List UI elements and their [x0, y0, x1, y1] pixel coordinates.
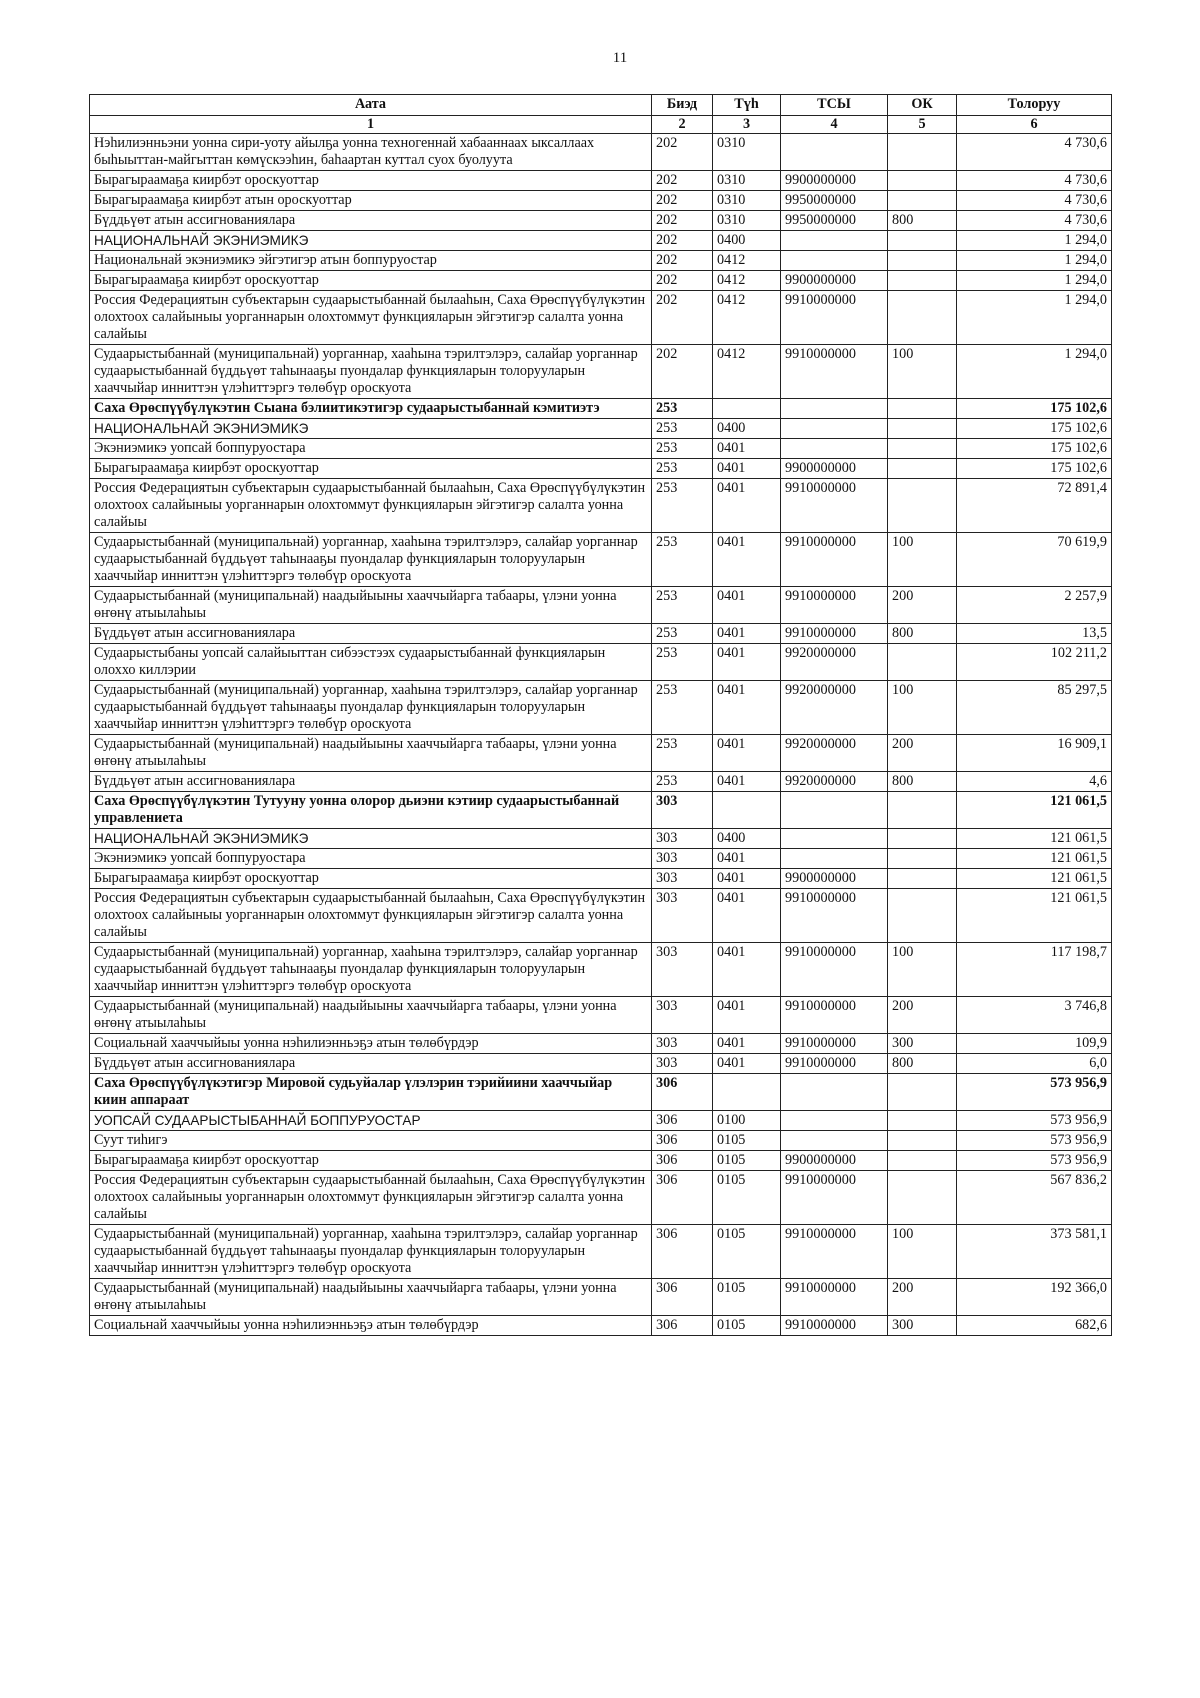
row-amount: 573 956,9	[957, 1074, 1112, 1111]
row-name: Саха Өрөспүүбүлүкэтигэр Мировой судьуйалар үлэлэрин тэрийиини хааччыйар киин аппараат	[90, 1074, 652, 1111]
column-number: 3	[713, 116, 781, 134]
row-name: Судаарыстыбаннай (муниципальнай) уорганнар, хааһына тэрилтэлэрэ, салайар уорганнар судаарыстыбаннай бүддьүөт таһынааҕы пуондалар функцияларын толорууларын хааччыйар инниттэн үлэһиттэргэ төлөбүр ороскуота	[90, 1225, 652, 1279]
row-amount: 4 730,6	[957, 134, 1112, 171]
row-ok	[888, 889, 957, 943]
row-biyed: 306	[652, 1151, 713, 1171]
header-amount: Толоруу	[957, 95, 1112, 116]
row-amount: 85 297,5	[957, 681, 1112, 735]
row-tuh	[713, 399, 781, 419]
row-amount: 175 102,6	[957, 439, 1112, 459]
row-ok	[888, 251, 957, 271]
column-number: 2	[652, 116, 713, 134]
row-biyed: 306	[652, 1316, 713, 1336]
table-row	[90, 1111, 1112, 1131]
header-ok: ОК	[888, 95, 957, 116]
row-ok	[888, 459, 957, 479]
row-tsy	[781, 134, 888, 171]
row-tuh: 0401	[713, 681, 781, 735]
row-amount: 102 211,2	[957, 644, 1112, 681]
row-tuh: 0310	[713, 171, 781, 191]
row-tuh: 0401	[713, 459, 781, 479]
row-biyed: 253	[652, 479, 713, 533]
row-tuh: 0412	[713, 271, 781, 291]
row-name: Бүддьүөт атын ассигнованиялара	[90, 211, 652, 231]
row-tuh: 0100	[713, 1111, 781, 1131]
row-biyed: 253	[652, 624, 713, 644]
row-amount: 4,6	[957, 772, 1112, 792]
row-tuh: 0401	[713, 735, 781, 772]
row-tsy: 9920000000	[781, 772, 888, 792]
page-number: 11	[612, 50, 628, 66]
row-biyed: 202	[652, 345, 713, 399]
row-tsy: 9920000000	[781, 681, 888, 735]
row-tuh: 0412	[713, 345, 781, 399]
row-biyed: 253	[652, 681, 713, 735]
row-tuh	[713, 1074, 781, 1111]
table-row	[90, 587, 1112, 624]
row-tuh: 0412	[713, 251, 781, 271]
row-biyed: 202	[652, 211, 713, 231]
row-tuh: 0310	[713, 211, 781, 231]
row-tuh: 0401	[713, 1034, 781, 1054]
row-tuh: 0310	[713, 191, 781, 211]
row-name: Судаарыстыбаннай (муниципальнай) наадыйыыны хааччыйарга табаары, үлэни уонна өҥөнү атыылаһыы	[90, 1279, 652, 1316]
row-ok: 300	[888, 1034, 957, 1054]
row-amount: 682,6	[957, 1316, 1112, 1336]
row-tsy: 9910000000	[781, 889, 888, 943]
row-amount: 121 061,5	[957, 829, 1112, 849]
row-amount: 109,9	[957, 1034, 1112, 1054]
row-amount: 1 294,0	[957, 291, 1112, 345]
row-tsy: 9910000000	[781, 1171, 888, 1225]
row-tsy: 9910000000	[781, 997, 888, 1034]
table-row	[90, 479, 1112, 533]
table-row	[90, 419, 1112, 439]
row-biyed: 303	[652, 829, 713, 849]
table-row	[90, 1034, 1112, 1054]
row-ok	[888, 399, 957, 419]
row-ok: 800	[888, 624, 957, 644]
row-ok: 100	[888, 943, 957, 997]
row-biyed: 202	[652, 291, 713, 345]
row-tuh: 0401	[713, 439, 781, 459]
row-ok: 200	[888, 997, 957, 1034]
row-name: Саха Өрөспүүбүлүкэтин Сыана бэлиитикэтигэр судаарыстыбаннай кэмитиэтэ	[90, 399, 652, 419]
row-tuh: 0401	[713, 997, 781, 1034]
row-ok	[888, 644, 957, 681]
row-tuh: 0401	[713, 889, 781, 943]
row-ok	[888, 1151, 957, 1171]
row-amount: 1 294,0	[957, 231, 1112, 251]
table-row	[90, 1279, 1112, 1316]
column-number: 5	[888, 116, 957, 134]
row-biyed: 253	[652, 439, 713, 459]
row-tuh: 0105	[713, 1151, 781, 1171]
row-name: Социальнай хааччыйыы уонна нэһилиэнньэҕэ атын төлөбүрдэр	[90, 1316, 652, 1336]
row-biyed: 303	[652, 889, 713, 943]
row-tuh: 0105	[713, 1225, 781, 1279]
row-tuh: 0105	[713, 1131, 781, 1151]
column-number: 4	[781, 116, 888, 134]
row-amount: 72 891,4	[957, 479, 1112, 533]
row-ok: 100	[888, 681, 957, 735]
row-ok	[888, 829, 957, 849]
row-ok	[888, 291, 957, 345]
table-row	[90, 943, 1112, 997]
table-row	[90, 345, 1112, 399]
table-row	[90, 735, 1112, 772]
row-biyed: 306	[652, 1225, 713, 1279]
row-name: Россия Федерациятын субъектарын судаарыстыбаннай былааһын, Саха Өрөспүүбүлүкэтин олохтоох салайыныы уорганнарын олохтоммут функцияларын эйгэтигэр салалта уонна салайыы	[90, 1171, 652, 1225]
row-tsy	[781, 1111, 888, 1131]
row-name: Судаарыстыбаннай (муниципальнай) уорганнар, хааһына тэрилтэлэрэ, салайар уорганнар судаарыстыбаннай бүддьүөт таһынааҕы пуондалар функцияларын толорууларын хааччыйар инниттэн үлэһиттэргэ төлөбүр ороскуота	[90, 345, 652, 399]
row-tsy: 9920000000	[781, 735, 888, 772]
row-amount: 1 294,0	[957, 345, 1112, 399]
table-row	[90, 1225, 1112, 1279]
row-amount: 573 956,9	[957, 1131, 1112, 1151]
row-name: Экэниэмикэ уопсай боппуруостара	[90, 849, 652, 869]
row-ok: 300	[888, 1316, 957, 1336]
row-ok	[888, 1074, 957, 1111]
row-name: Бүддьүөт атын ассигнованиялара	[90, 624, 652, 644]
row-biyed: 253	[652, 459, 713, 479]
row-name: НАЦИОНАЛЬНАЙ ЭКЭНИЭМИКЭ	[90, 829, 652, 849]
row-ok	[888, 439, 957, 459]
row-biyed: 303	[652, 869, 713, 889]
row-amount: 573 956,9	[957, 1111, 1112, 1131]
row-tsy	[781, 439, 888, 459]
row-tuh: 0400	[713, 231, 781, 251]
row-name: Суут тиһигэ	[90, 1131, 652, 1151]
row-tsy	[781, 419, 888, 439]
row-name: Бырагыраамаҕа киирбэт ороскуоттар	[90, 271, 652, 291]
row-ok	[888, 1131, 957, 1151]
row-tsy	[781, 251, 888, 271]
row-ok	[888, 171, 957, 191]
row-biyed: 303	[652, 849, 713, 869]
row-ok	[888, 869, 957, 889]
row-amount: 1 294,0	[957, 251, 1112, 271]
row-tuh: 0401	[713, 849, 781, 869]
row-name: Бырагыраамаҕа киирбэт ороскуоттар	[90, 1151, 652, 1171]
row-biyed: 202	[652, 271, 713, 291]
table-row	[90, 171, 1112, 191]
row-biyed: 253	[652, 419, 713, 439]
row-tsy: 9910000000	[781, 943, 888, 997]
row-tsy: 9900000000	[781, 271, 888, 291]
row-amount: 6,0	[957, 1054, 1112, 1074]
row-biyed: 202	[652, 231, 713, 251]
row-amount: 4 730,6	[957, 191, 1112, 211]
row-biyed: 306	[652, 1131, 713, 1151]
row-tsy	[781, 399, 888, 419]
table-row	[90, 829, 1112, 849]
row-tsy: 9910000000	[781, 533, 888, 587]
row-ok: 200	[888, 735, 957, 772]
table-row	[90, 191, 1112, 211]
row-biyed: 303	[652, 1054, 713, 1074]
row-ok	[888, 1111, 957, 1131]
row-amount: 117 198,7	[957, 943, 1112, 997]
row-ok: 100	[888, 1225, 957, 1279]
row-name: Социальнай хааччыйыы уонна нэһилиэнньэҕэ атын төлөбүрдэр	[90, 1034, 652, 1054]
row-ok: 800	[888, 772, 957, 792]
row-tsy	[781, 231, 888, 251]
row-amount: 175 102,6	[957, 399, 1112, 419]
row-tuh: 0401	[713, 533, 781, 587]
row-biyed: 253	[652, 735, 713, 772]
row-ok: 200	[888, 1279, 957, 1316]
row-amount: 13,5	[957, 624, 1112, 644]
table-row	[90, 1131, 1112, 1151]
row-biyed: 253	[652, 644, 713, 681]
row-biyed: 253	[652, 399, 713, 419]
row-amount: 373 581,1	[957, 1225, 1112, 1279]
column-number-row	[90, 116, 1112, 134]
row-tuh: 0401	[713, 772, 781, 792]
row-name: Бүддьүөт атын ассигнованиялара	[90, 772, 652, 792]
row-ok	[888, 134, 957, 171]
table-row	[90, 439, 1112, 459]
row-tuh: 0401	[713, 624, 781, 644]
row-tuh: 0401	[713, 479, 781, 533]
row-ok	[888, 231, 957, 251]
row-tsy	[781, 792, 888, 829]
row-name: Бырагыраамаҕа киирбэт ороскуоттар	[90, 459, 652, 479]
row-tuh: 0400	[713, 829, 781, 849]
row-name: Экэниэмикэ уопсай боппуруостара	[90, 439, 652, 459]
row-tsy: 9910000000	[781, 587, 888, 624]
row-name: Саха Өрөспүүбүлүкэтин Тутууну уонна олорор дьиэни кэтиир судаарыстыбаннай управлениета	[90, 792, 652, 829]
table-row	[90, 459, 1112, 479]
row-name: Бырагыраамаҕа киирбэт ороскуоттар	[90, 869, 652, 889]
row-amount: 3 746,8	[957, 997, 1112, 1034]
row-biyed: 306	[652, 1279, 713, 1316]
row-biyed: 303	[652, 792, 713, 829]
row-tsy	[781, 1074, 888, 1111]
table-row	[90, 869, 1112, 889]
row-ok: 800	[888, 211, 957, 231]
row-name: НАЦИОНАЛЬНАЙ ЭКЭНИЭМИКЭ	[90, 419, 652, 439]
budget-table	[89, 94, 1112, 1336]
row-tuh: 0401	[713, 1054, 781, 1074]
row-name: Судаарыстыбаннай (муниципальнай) уорганнар, хааһына тэрилтэлэрэ, салайар уорганнар судаарыстыбаннай бүддьүөт таһынааҕы пуондалар функцияларын толорууларын хааччыйар инниттэн үлэһиттэргэ төлөбүр ороскуота	[90, 533, 652, 587]
table-row	[90, 1316, 1112, 1336]
row-tsy: 9910000000	[781, 1034, 888, 1054]
row-name: Судаарыстыбаннай (муниципальнай) уорганнар, хааһына тэрилтэлэрэ, салайар уорганнар судаарыстыбаннай бүддьүөт таһынааҕы пуондалар функцияларын толорууларын хааччыйар инниттэн үлэһиттэргэ төлөбүр ороскуота	[90, 681, 652, 735]
row-amount: 567 836,2	[957, 1171, 1112, 1225]
row-biyed: 253	[652, 587, 713, 624]
row-ok	[888, 191, 957, 211]
header-row	[90, 95, 1112, 116]
row-tuh	[713, 792, 781, 829]
row-tsy	[781, 1131, 888, 1151]
row-ok	[888, 792, 957, 829]
row-tsy: 9910000000	[781, 1279, 888, 1316]
row-tsy: 9910000000	[781, 624, 888, 644]
row-tsy: 9900000000	[781, 171, 888, 191]
row-name: НАЦИОНАЛЬНАЙ ЭКЭНИЭМИКЭ	[90, 231, 652, 251]
row-biyed: 306	[652, 1111, 713, 1131]
row-amount: 121 061,5	[957, 792, 1112, 829]
row-tuh: 0401	[713, 587, 781, 624]
table-row	[90, 211, 1112, 231]
row-amount: 16 909,1	[957, 735, 1112, 772]
header-biyed: Биэд	[652, 95, 713, 116]
row-tsy: 9910000000	[781, 291, 888, 345]
row-amount: 175 102,6	[957, 459, 1112, 479]
table-row	[90, 1151, 1112, 1171]
row-tsy: 9900000000	[781, 1151, 888, 1171]
row-ok: 100	[888, 533, 957, 587]
table-row	[90, 849, 1112, 869]
row-biyed: 306	[652, 1074, 713, 1111]
table-row	[90, 399, 1112, 419]
table-row	[90, 1074, 1112, 1111]
row-amount: 1 294,0	[957, 271, 1112, 291]
row-ok: 200	[888, 587, 957, 624]
row-tsy: 9950000000	[781, 211, 888, 231]
table-row	[90, 624, 1112, 644]
row-ok: 800	[888, 1054, 957, 1074]
row-tuh: 0105	[713, 1171, 781, 1225]
column-number: 1	[90, 116, 652, 134]
row-ok	[888, 419, 957, 439]
row-tsy	[781, 829, 888, 849]
table-row	[90, 772, 1112, 792]
table-body	[90, 134, 1112, 1336]
row-tsy: 9900000000	[781, 869, 888, 889]
row-biyed: 253	[652, 533, 713, 587]
row-amount: 70 619,9	[957, 533, 1112, 587]
row-biyed: 306	[652, 1171, 713, 1225]
row-tsy: 9910000000	[781, 1316, 888, 1336]
row-tsy: 9920000000	[781, 644, 888, 681]
row-tuh: 0105	[713, 1279, 781, 1316]
row-tsy: 9910000000	[781, 1054, 888, 1074]
row-tuh: 0401	[713, 644, 781, 681]
row-tsy: 9950000000	[781, 191, 888, 211]
row-amount: 192 366,0	[957, 1279, 1112, 1316]
row-name: Судаарыстыбаннай (муниципальнай) наадыйыыны хааччыйарга табаары, үлэни уонна өҥөнү атыылаһыы	[90, 735, 652, 772]
table-row	[90, 291, 1112, 345]
row-tsy: 9900000000	[781, 459, 888, 479]
row-tsy: 9910000000	[781, 1225, 888, 1279]
table-row	[90, 681, 1112, 735]
row-biyed: 303	[652, 997, 713, 1034]
row-ok	[888, 479, 957, 533]
header-name: Аата	[90, 95, 652, 116]
row-ok	[888, 271, 957, 291]
row-ok	[888, 1171, 957, 1225]
table-row	[90, 889, 1112, 943]
row-amount: 121 061,5	[957, 889, 1112, 943]
row-name: Судаарыстыбаны уопсай салайыыттан сибээстээх судаарыстыбаннай функцияларын олоххо киллэрии	[90, 644, 652, 681]
row-biyed: 303	[652, 943, 713, 997]
row-tsy: 9910000000	[781, 479, 888, 533]
row-name: Судаарыстыбаннай (муниципальнай) наадыйыыны хааччыйарга табаары, үлэни уонна өҥөнү атыылаһыы	[90, 997, 652, 1034]
row-biyed: 202	[652, 251, 713, 271]
row-amount: 4 730,6	[957, 171, 1112, 191]
row-name: Судаарыстыбаннай (муниципальнай) наадыйыыны хааччыйарга табаары, үлэни уонна өҥөнү атыылаһыы	[90, 587, 652, 624]
row-biyed: 253	[652, 772, 713, 792]
row-name: Нэһилиэнньэни уонна сири-уоту айылҕа уонна техногеннай хабааннаах ыксаллаах быһыыттан-майгыттан көмүскээһин, баһаартан куттал суох буолуута	[90, 134, 652, 171]
table-row	[90, 997, 1112, 1034]
table-row	[90, 1171, 1112, 1225]
table-row	[90, 792, 1112, 829]
row-tuh: 0412	[713, 291, 781, 345]
row-name: Национальнай экэниэмикэ эйгэтигэр атын боппуруостар	[90, 251, 652, 271]
column-number: 6	[957, 116, 1112, 134]
row-tuh: 0401	[713, 943, 781, 997]
row-biyed: 303	[652, 1034, 713, 1054]
table-row	[90, 533, 1112, 587]
row-amount: 573 956,9	[957, 1151, 1112, 1171]
row-tuh: 0105	[713, 1316, 781, 1336]
table-row	[90, 231, 1112, 251]
row-name: Россия Федерациятын субъектарын судаарыстыбаннай былааһын, Саха Өрөспүүбүлүкэтин олохтоох салайыныы уорганнарын олохтоммут функцияларын эйгэтигэр салалта уонна салайыы	[90, 291, 652, 345]
row-tuh: 0401	[713, 869, 781, 889]
row-amount: 4 730,6	[957, 211, 1112, 231]
row-biyed: 202	[652, 171, 713, 191]
row-name: Россия Федерациятын субъектарын судаарыстыбаннай былааһын, Саха Өрөспүүбүлүкэтин олохтоох салайыныы уорганнарын олохтоммут функцияларын эйгэтигэр салалта уонна салайыы	[90, 479, 652, 533]
row-name: Бырагыраамаҕа киирбэт атын ороскуоттар	[90, 191, 652, 211]
row-name: Россия Федерациятын субъектарын судаарыстыбаннай былааһын, Саха Өрөспүүбүлүкэтин олохтоох салайыныы уорганнарын олохтоммут функцияларын эйгэтигэр салалта уонна салайыы	[90, 889, 652, 943]
row-biyed: 202	[652, 191, 713, 211]
table-row	[90, 251, 1112, 271]
row-name: Бырагыраамаҕа киирбэт ороскуоттар	[90, 171, 652, 191]
table-row	[90, 1054, 1112, 1074]
row-name: Бүддьүөт атын ассигнованиялара	[90, 1054, 652, 1074]
row-ok: 100	[888, 345, 957, 399]
row-tuh: 0310	[713, 134, 781, 171]
row-name: УОПСАЙ СУДААРЫСТЫБАННАЙ БОППУРУОСТАР	[90, 1111, 652, 1131]
row-amount: 2 257,9	[957, 587, 1112, 624]
header-tsy: ТСЫ	[781, 95, 888, 116]
row-name: Судаарыстыбаннай (муниципальнай) уорганнар, хааһына тэрилтэлэрэ, салайар уорганнар судаарыстыбаннай бүддьүөт таһынааҕы пуондалар функцияларын толорууларын хааччыйар инниттэн үлэһиттэргэ төлөбүр ороскуота	[90, 943, 652, 997]
row-amount: 175 102,6	[957, 419, 1112, 439]
row-tsy	[781, 849, 888, 869]
row-amount: 121 061,5	[957, 849, 1112, 869]
header-tuh: Түһ	[713, 95, 781, 116]
row-amount: 121 061,5	[957, 869, 1112, 889]
table-row	[90, 134, 1112, 171]
row-biyed: 202	[652, 134, 713, 171]
table-row	[90, 271, 1112, 291]
row-tsy: 9910000000	[781, 345, 888, 399]
row-ok	[888, 849, 957, 869]
table-row	[90, 644, 1112, 681]
row-tuh: 0400	[713, 419, 781, 439]
